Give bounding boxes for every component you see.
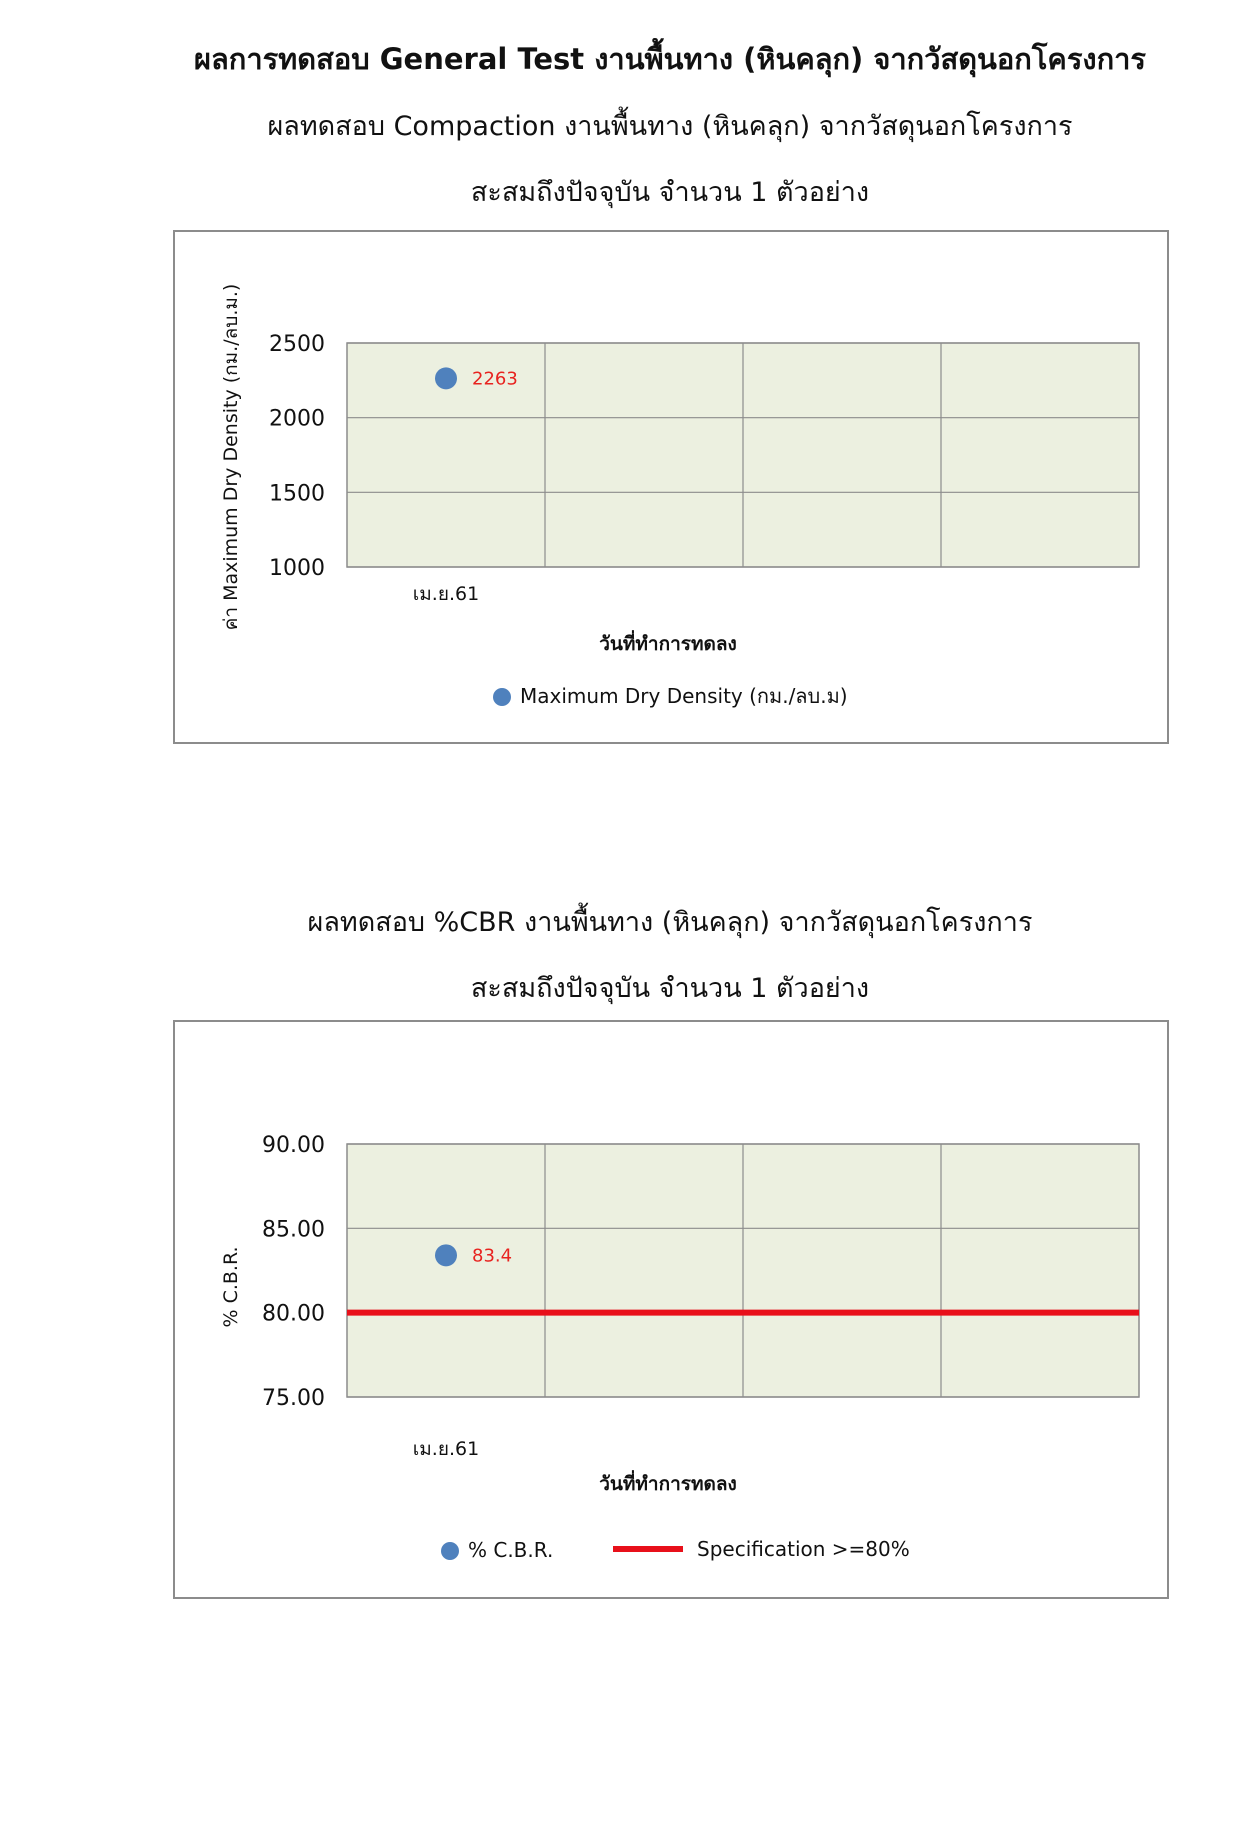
x-axis-label: วันที่ทำการทดลง [599, 633, 737, 655]
chart2-title: ผลทดสอบ %CBR งานพื้นทาง (หินคลุก) จากวัสดุนอกโครงการ [307, 907, 1033, 938]
x-tick-label: เม.ย.61 [412, 583, 480, 605]
density-chart [173, 230, 1169, 744]
chart2-subtitle: สะสมถึงปัจจุบัน จำนวน 1 ตัวอย่าง [470, 973, 870, 1004]
y-tick-label: 90.00 [262, 1133, 325, 1158]
data-label: 83.4 [472, 1245, 513, 1267]
legend-marker [441, 1542, 459, 1560]
legend-label: Maximum Dry Density (กม./ลบ.ม) [520, 684, 848, 708]
x-axis-label: วันที่ทำการทดลง [599, 1473, 737, 1495]
y-tick-label: 2000 [269, 406, 325, 432]
chart1-title: ผลทดสอบ Compaction งานพื้นทาง (หินคลุก) จากวัสดุนอกโครงการ [267, 111, 1073, 142]
data-point [435, 367, 457, 389]
chart1-subtitle: สะสมถึงปัจจุบัน จำนวน 1 ตัวอย่าง [470, 177, 870, 208]
y-axis-label: ค่า Maximum Dry Density (กม./ลบ.ม.) [220, 283, 242, 631]
cbr-chart [173, 1020, 1169, 1599]
data-label: 2263 [472, 368, 518, 390]
legend-label: Specification >=80% [697, 1537, 910, 1561]
cbr-chart-svg [175, 1022, 1167, 1597]
y-tick-label: 1000 [269, 556, 325, 581]
x-tick-label: เม.ย.61 [412, 1438, 480, 1460]
y-tick-label: 75.00 [262, 1386, 325, 1411]
main-title: ผลการทดสอบ General Test งานพื้นทาง (หินคลุก) จากวัสดุนอกโครงการ [194, 42, 1146, 76]
legend-marker [493, 688, 511, 706]
y-tick-label: 85.00 [262, 1217, 325, 1243]
y-tick-label: 1500 [269, 481, 325, 507]
legend-label: % C.B.R. [468, 1538, 554, 1562]
y-axis-label: % C.B.R. [220, 1246, 242, 1328]
y-tick-label: 80.00 [262, 1301, 325, 1327]
density-chart-svg [175, 232, 1167, 742]
data-point [435, 1244, 457, 1266]
y-tick-label: 2500 [269, 332, 325, 357]
